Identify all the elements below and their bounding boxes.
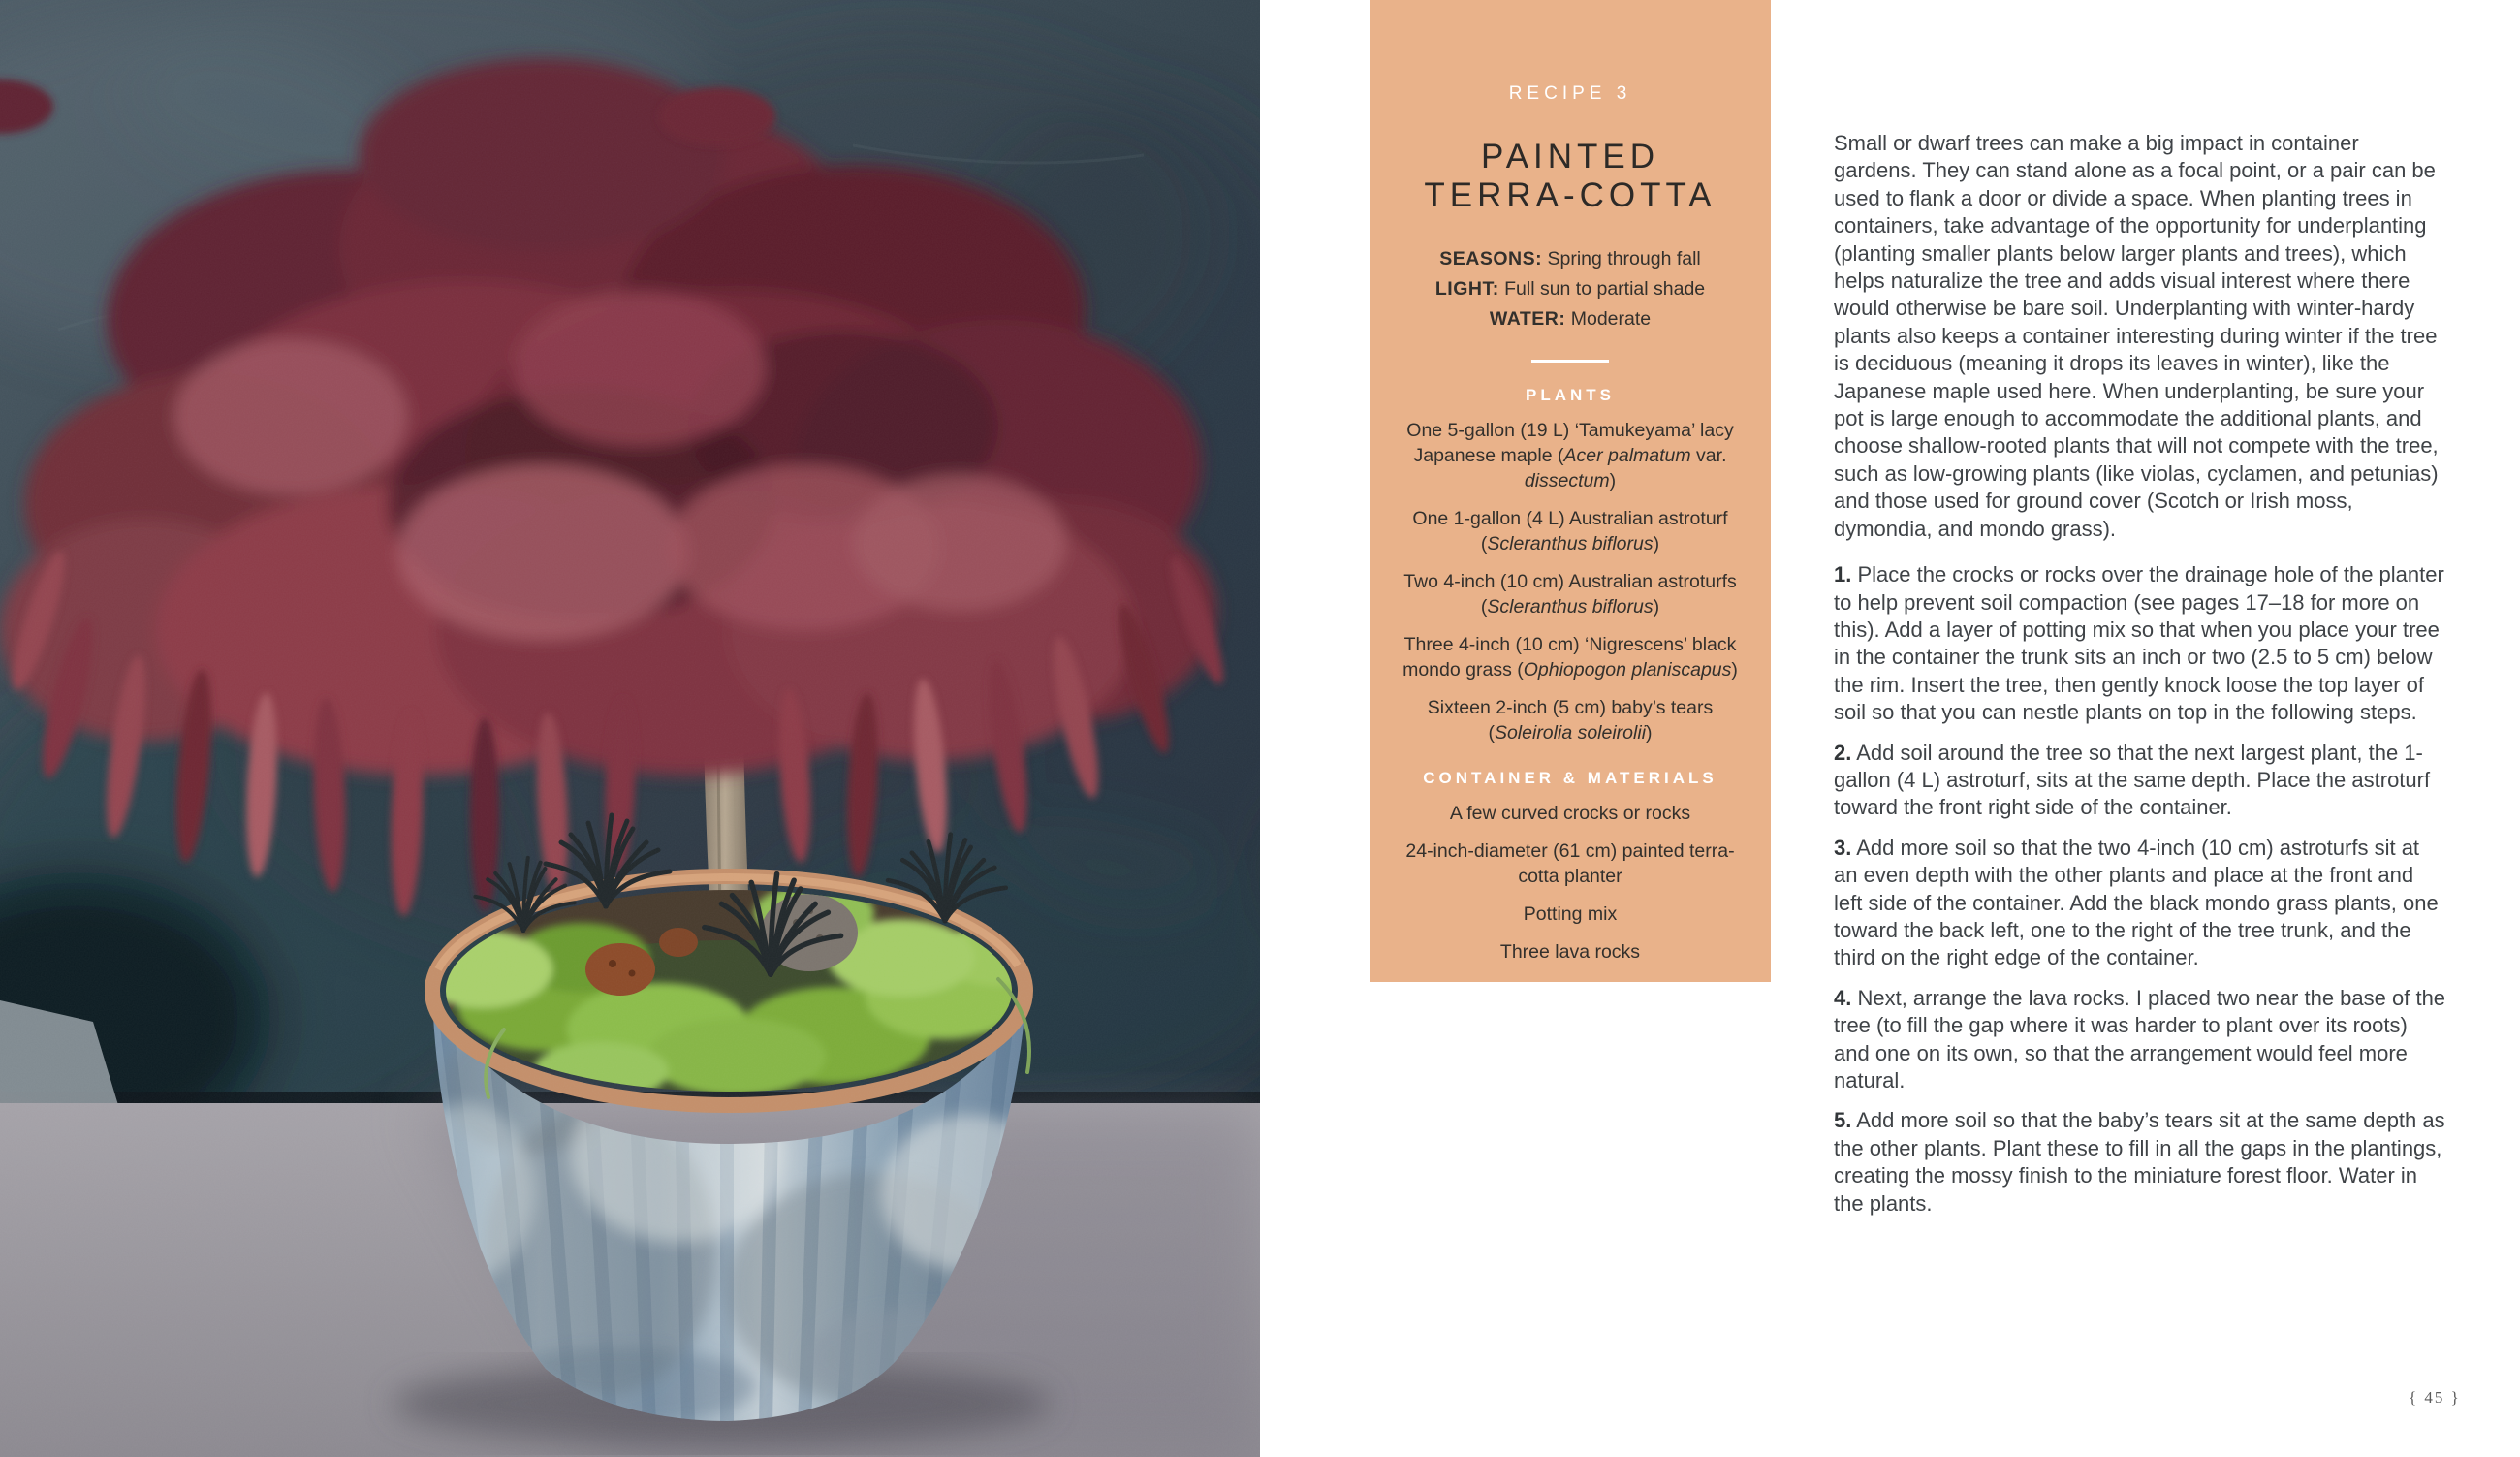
material-item: Three lava rocks bbox=[1499, 940, 1641, 963]
recipe-title-line2: TERRA-COTTA bbox=[1424, 176, 1717, 214]
meta-value: Full sun to partial shade bbox=[1498, 278, 1706, 300]
plants-heading: PLANTS bbox=[1526, 385, 1615, 404]
materials-heading: CONTAINER & MATERIALS bbox=[1423, 768, 1717, 787]
step-paragraph bbox=[1834, 985, 2446, 1095]
meta-label: SEASONS: bbox=[1439, 248, 1543, 269]
meta-line bbox=[1399, 244, 1742, 274]
plants-list bbox=[1399, 418, 1742, 745]
meta-value: Spring through fall bbox=[1542, 248, 1701, 269]
plant-text: One 1-gallon (4 L) Australian astroturf ( bbox=[1412, 507, 1728, 554]
plant-text: Two 4-inch (10 cm) Australian astroturfs ( bbox=[1403, 570, 1737, 618]
steps bbox=[1834, 561, 2446, 1218]
plant-item bbox=[1400, 695, 1741, 745]
botanical-name: Ophiopogon planiscapus bbox=[1523, 658, 1732, 681]
step-paragraph bbox=[1834, 1107, 2446, 1218]
book-page bbox=[1260, 0, 2520, 1457]
step-number: 1. bbox=[1834, 562, 1852, 587]
divider-rule bbox=[1531, 360, 1609, 363]
intro-paragraph: Small or dwarf trees can make a big impact in container gardens. They can stand alone as a focal point, or a pair can be used to flank a door or divide a space. When planting trees in containers, take advantage of the opportunity for underplanting (planting smaller plants below larger plants and trees), which helps naturalize the tree and adds visual interest where there would otherwise be bare soil. Underplanting with winter-hardy plants also keeps a container interesting during winter if the tree is deciduous (meaning it drops its leaves in winter), like the Japanese maple used here. When underplanting, be sure your pot is large enough to accommodate the additional plants, and choose shallow-rooted plants that will not compete with the tree, such as low-growing plants (like violas, cyclamen, and petunias) and those used for ground cover (Scotch or Irish moss, dymondia, and mondo grass). bbox=[1834, 131, 2439, 541]
recipe-meta bbox=[1399, 244, 1742, 334]
plant-text: var. bbox=[1690, 444, 1727, 466]
material-item: Potting mix bbox=[1523, 903, 1618, 925]
recipe-number: RECIPE 3 bbox=[1508, 83, 1632, 104]
step-text: Next, arrange the lava rocks. I placed two near the base of the tree (to fill the gap where it was harder to plant over its roots) and one on its own, so that the arrangement would feel more natural. bbox=[1834, 985, 2446, 1093]
plant-item bbox=[1400, 506, 1741, 556]
plant-text: Sixteen 2-inch (5 cm) baby’s tears ( bbox=[1427, 696, 1714, 744]
step-paragraph bbox=[1834, 561, 2446, 726]
meta-line bbox=[1399, 274, 1742, 304]
recipe-title-line1: PAINTED bbox=[1480, 138, 1660, 175]
botanical-name: Scleranthus biflorus bbox=[1487, 532, 1654, 554]
page-number: { 45 } bbox=[2409, 1388, 2461, 1407]
step-text: Add more soil so that the baby’s tears sit at the same depth as the other plants. Plant these to fill in all the gaps in the plantings, creating the mossy finish to the miniature forest floor. Water in the plants. bbox=[1834, 1108, 2445, 1216]
material-item: A few curved crocks or rocks bbox=[1449, 802, 1691, 824]
plant-text: ) bbox=[1609, 469, 1617, 491]
step-paragraph bbox=[1834, 740, 2446, 822]
article-column bbox=[1834, 130, 2446, 1230]
meta-label: LIGHT: bbox=[1434, 278, 1499, 300]
botanical-name: dissectum bbox=[1524, 469, 1610, 491]
step-number: 3. bbox=[1834, 835, 1852, 860]
plant-item bbox=[1400, 569, 1741, 619]
step-number: 5. bbox=[1834, 1108, 1852, 1133]
step-number: 2. bbox=[1834, 740, 1852, 765]
step-paragraph bbox=[1834, 835, 2446, 972]
plant-text: Three 4-inch (10 cm) ‘Nigrescens’ black mondo grass ( bbox=[1402, 633, 1737, 681]
plant-text: ) bbox=[1653, 595, 1660, 618]
materials-list bbox=[1399, 801, 1742, 965]
step-number: 4. bbox=[1834, 985, 1852, 1010]
step-text: Place the crocks or rocks over the drainage hole of the planter to help prevent soil compaction (see pages 17–18 for more on this). Add a layer of potting mix so that when you place your tree in the container the trunk sits an inch or two (2.5 to 5 cm) below the rim. Insert the tree, then gently knock loose the top layer of soil so that you can nestle plants on top in the following steps. bbox=[1834, 562, 2444, 725]
plant-item bbox=[1400, 418, 1741, 493]
plant-text: ) bbox=[1646, 721, 1653, 744]
plant-item bbox=[1400, 632, 1741, 682]
step-text: Add soil around the tree so that the next largest plant, the 1-gallon (4 L) astroturf, sits at the same depth. Place the astroturf toward the front right side of the container. bbox=[1834, 740, 2431, 820]
plant-text: ) bbox=[1653, 532, 1660, 554]
botanical-name: Scleranthus biflorus bbox=[1487, 595, 1654, 618]
step-text: Add more soil so that the two 4-inch (10 cm) astroturfs sit at an even depth with the other plants and place at the front and left side of the container. Add the black mondo grass plants, one toward the back left, one to the right of the tree trunk, and the third on the right edge of the container. bbox=[1834, 835, 2439, 970]
recipe-title bbox=[1399, 138, 1742, 215]
meta-line bbox=[1399, 304, 1742, 334]
meta-label: WATER: bbox=[1489, 308, 1566, 330]
plant-text: One 5-gallon (19 L) ‘Tamukeyama’ lacy Japanese maple ( bbox=[1406, 419, 1734, 466]
botanical-name: Soleirolia soleirolii bbox=[1494, 721, 1647, 744]
meta-value: Moderate bbox=[1565, 308, 1652, 330]
botanical-name: Acer palmatum bbox=[1563, 444, 1691, 466]
recipe-card bbox=[1370, 0, 1771, 982]
plant-text: ) bbox=[1731, 658, 1738, 681]
material-item: 24-inch-diameter (61 cm) painted terra-cotta planter bbox=[1405, 839, 1735, 887]
